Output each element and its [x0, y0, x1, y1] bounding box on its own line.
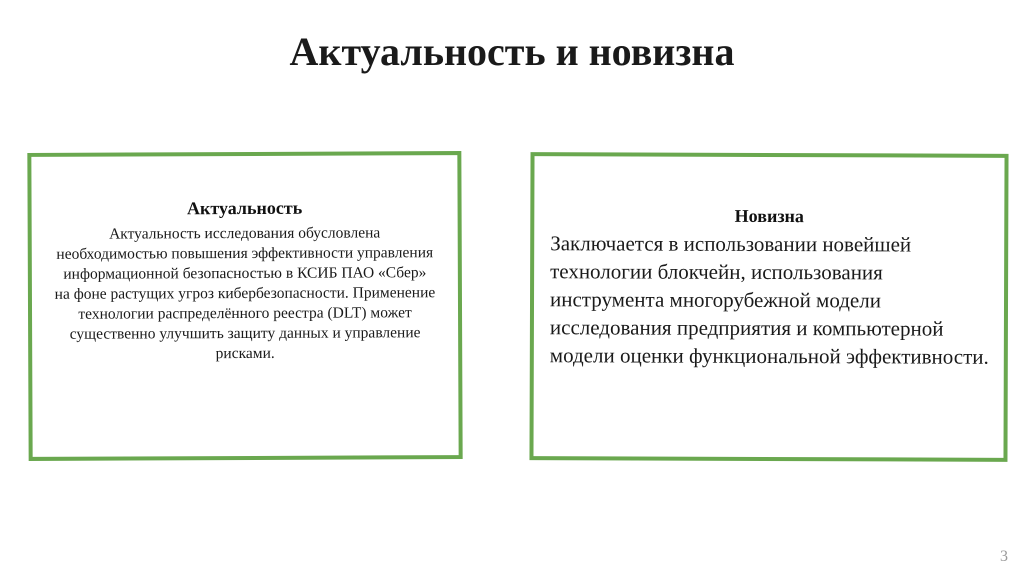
- novelty-box: [529, 152, 1008, 462]
- novelty-heading: Новизна: [734, 205, 804, 227]
- page-number: 3: [1000, 548, 1008, 565]
- relevance-heading: Актуальность: [186, 197, 303, 219]
- relevance-text: Актуальность исследования обусловлена необходимостью повышения эффективности управления информационной безопасностью в КСИБ ПАО «Сбер» на фоне растущих угроз кибербезопасности. Применение технологии распределённого реестра (DLT) может существенно улучшить защиту данных и управление рисками.: [54, 224, 436, 363]
- novelty-text: Заключается в использовании новейшей технологии блокчейн, использования инструмента многорубежной модели исследования предприятия и компьютерной модели оценки функциональной эффективности.: [549, 231, 989, 369]
- slide-title: Актуальность и новизна: [289, 29, 735, 74]
- relevance-box: [27, 151, 462, 461]
